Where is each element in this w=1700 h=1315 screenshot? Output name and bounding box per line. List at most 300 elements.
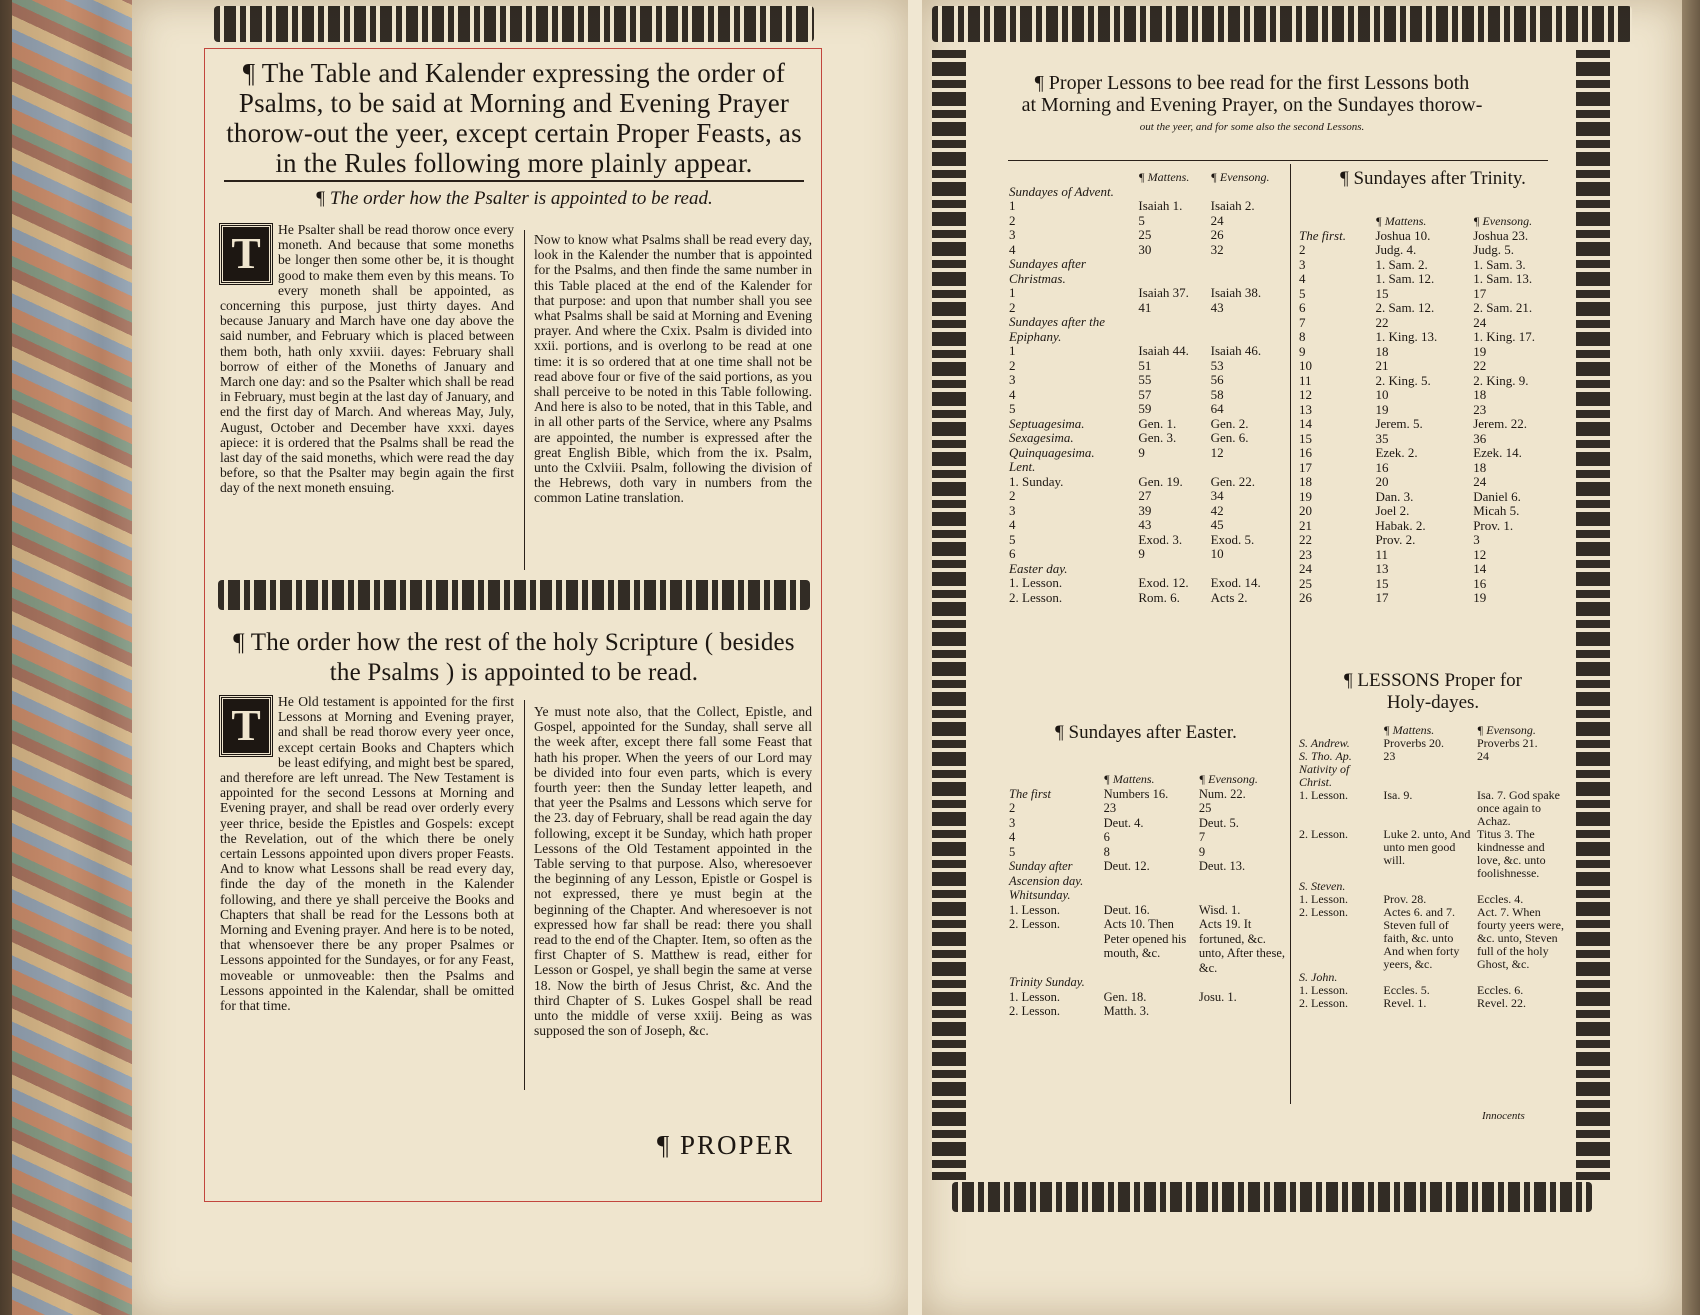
drop-cap: T (220, 224, 272, 284)
table-row (1006, 344, 1290, 359)
mattens-cell: Acts 10. Then Peter opened his mouth, &c. (1103, 917, 1187, 960)
row-label-cell: Whitsunday. (1009, 888, 1071, 902)
evensong-cell (1474, 763, 1568, 789)
table-row (1006, 533, 1290, 548)
row-label-cell: 14 (1299, 416, 1312, 431)
row-label-cell: 11 (1299, 372, 1312, 388)
row-label-cell: 20 (1299, 503, 1312, 518)
evensong-cell (1208, 185, 1290, 200)
evensong-cell: 7 (1198, 830, 1206, 844)
row-label-cell: S. Steven. (1299, 879, 1346, 893)
mattens-cell: 1. Sam. 2. (1375, 256, 1428, 272)
mattens-cell: Deut. 16. (1103, 902, 1150, 917)
mattens-cell: Exod. 3. (1138, 531, 1183, 547)
top-ornament-border (214, 6, 814, 42)
holydays-table (1296, 724, 1568, 1010)
table-row (1006, 787, 1290, 802)
table-row (1296, 490, 1568, 505)
psalter-text-1: He Psalter shall be read thorow once every moneth. And because that some moneths be longer then some other be, it is thought good to make them even by this means. To every moneth shall be appointed, as concerning this purpose, just thirty dayes. And because January and March have one day above the said number, and February which is placed between them both, hath only xxviii. dayes: February shall borrow of either of the Moneths of January and March one day: and so the Psalter which shall be read in February, must begin at the last day of January, and end the first day of March. And whereas May, July, August, October and December have xxxi. dayes apiece: it is ordered that the Psalms shall be read the last day of the said moneths, which were read the day before, so that the Psalter may begin again the first day of the next moneth ensuing. (220, 222, 514, 496)
mattens-cell: 23 (1103, 801, 1117, 815)
sundays-advent-table (1006, 170, 1290, 605)
mattens-cell: Eccles. 5. (1383, 983, 1430, 997)
section-heading-scripture: ¶ The order how the rest of the holy Scripture ( besides the Psalms ) is appointed to be read. (233, 629, 795, 686)
evensong-cell: 18 (1473, 387, 1487, 402)
mattens-cell: Gen. 19. (1138, 473, 1183, 489)
header-evensong: ¶ Evensong. (1210, 170, 1270, 184)
psalter-text-2: Now to know what Psalms shall be read every day, look in the Kalender the number that is appointed for the Psalms, and then finde the same number in this Table placed at the end of the Kalender for that purpose: and upon that number shall you see what Psalms shall be said at Morning and Evening prayer. And where the Cxix. Psalm is divided into xxii. portions, and is overlong to be read at one time: it is so ordered that at one time shall not be read above four or five of the said portions, as you shall perceive to be noted in this Table following. And here is also to be noted, that in this Table, and in all other parts of the Service, where any Psalms are appointed, the number is expressed after the great English Bible, which from the ix. Psalm, unto the Cxlviii. Psalm, following the division of the Hebrews, doth vary in numbers from the common Latine translation. (534, 232, 812, 506)
evensong-cell: 23 (1473, 401, 1487, 417)
right-ornament-border (1576, 50, 1610, 1180)
evensong-cell: Isa. 7. God spake once again to Achaz. (1476, 788, 1560, 828)
row-label-cell: 4 (1009, 830, 1016, 844)
table-row (1296, 519, 1568, 534)
mattens-cell: 5 (1138, 212, 1145, 228)
row-label-cell: 1. Sunday. (1009, 473, 1064, 489)
bottom-ornament-border (952, 1182, 1592, 1212)
row-label-cell: 1. Lesson. (1299, 892, 1348, 906)
row-label-cell: 2. Lesson. (1299, 827, 1348, 841)
table-row (1296, 388, 1568, 403)
table-row (1006, 830, 1290, 845)
sundays-easter-table (1006, 772, 1290, 1019)
row-label-cell: 19 (1299, 488, 1312, 504)
evensong-cell: 34 (1210, 488, 1224, 503)
mattens-cell: 22 (1375, 314, 1389, 330)
row-label-cell: 2. Lesson. (1009, 917, 1061, 931)
catchword: ¶ PROPER (657, 1130, 795, 1160)
mattens-cell: Gen. 1. (1138, 415, 1177, 431)
evensong-cell: 2. King. 9. (1473, 372, 1529, 388)
row-label-cell: 4 (1009, 517, 1016, 532)
row-label-cell: Septuagesima. (1009, 415, 1085, 431)
mattens-cell: 19 (1375, 401, 1389, 417)
table-row (1296, 417, 1568, 432)
table-row (1006, 243, 1290, 258)
table-row (1296, 446, 1568, 461)
mattens-cell (1135, 315, 1207, 344)
mattens-cell (1135, 257, 1207, 286)
scripture-column-1 (220, 694, 514, 1013)
table-row (1006, 1004, 1290, 1019)
table-row (1296, 374, 1568, 389)
mattens-cell: 9 (1138, 444, 1145, 460)
evensong-cell: Isaiah 38. (1210, 285, 1262, 300)
row-label-cell: 2 (1009, 357, 1016, 373)
right-page (922, 0, 1682, 1315)
mattens-cell: Revel. 1. (1383, 996, 1427, 1010)
table-row (1006, 990, 1290, 1005)
sundays-trinity-table (1296, 214, 1568, 606)
mattens-cell: 2. Sam. 12. (1375, 300, 1435, 315)
evensong-cell: 43 (1210, 299, 1224, 315)
row-label-cell: Lent. (1009, 459, 1036, 474)
mattens-cell: 20 (1375, 474, 1389, 489)
header-cell (1006, 170, 1135, 185)
drop-cap: T (220, 696, 272, 756)
evensong-cell: 2. Sam. 21. (1473, 300, 1533, 315)
mattens-cell: 27 (1138, 488, 1152, 503)
table-row (1006, 917, 1290, 975)
scripture-column-2 (534, 704, 812, 1038)
mattens-cell: Deut. 12. (1103, 859, 1150, 873)
evensong-cell: Deut. 13. (1198, 859, 1246, 873)
evensong-cell: Revel. 22. (1476, 996, 1526, 1010)
mattens-cell: 57 (1138, 386, 1152, 402)
table-row (1296, 577, 1568, 592)
row-label-cell: 23 (1299, 546, 1312, 562)
mattens-cell: 17 (1375, 590, 1389, 605)
evensong-cell: 32 (1210, 241, 1224, 257)
evensong-cell: 24 (1210, 212, 1224, 228)
title-line: ¶ Proper Lessons to bee read for the first Lessons both (1034, 72, 1470, 94)
mattens-cell: 43 (1138, 517, 1152, 532)
evensong-cell: Daniel 6. (1473, 488, 1521, 504)
mattens-cell: Jerem. 5. (1375, 416, 1423, 431)
row-label-cell: Nativity of Christ. (1299, 762, 1350, 789)
center-divider (1290, 164, 1291, 1104)
table-row (1006, 591, 1290, 606)
row-label-cell: 13 (1299, 401, 1312, 417)
row-label-cell: 25 (1299, 575, 1312, 591)
table-header-row (1006, 170, 1290, 185)
mattens-cell: 25 (1138, 227, 1152, 242)
mattens-cell: Dan. 3. (1375, 488, 1414, 504)
table-row (1006, 431, 1290, 446)
row-label-cell: The first. (1299, 227, 1346, 243)
table-row (1006, 888, 1290, 903)
row-label-cell: 4 (1299, 271, 1306, 286)
evensong-cell: Eccles. 6. (1476, 983, 1524, 997)
marbled-endpaper (12, 0, 132, 1315)
table-row (1006, 460, 1290, 475)
table-row (1006, 257, 1290, 286)
evensong-cell (1208, 315, 1290, 344)
title-line: at Morning and Evening Prayer, on the Sundayes thorow- (1021, 94, 1483, 116)
header-mattens: ¶ Mattens. (1138, 170, 1190, 184)
table-row (1296, 258, 1568, 273)
left-ornament-border (932, 50, 966, 1180)
mattens-cell (1135, 562, 1207, 577)
evensong-cell: 24 (1476, 749, 1489, 763)
table-row (1296, 828, 1568, 880)
table-row (1006, 446, 1290, 461)
header-mattens: ¶ Mattens. (1103, 772, 1155, 786)
row-label-cell: 5 (1009, 844, 1016, 859)
row-label-cell: 4 (1009, 241, 1016, 257)
mattens-cell: 30 (1138, 241, 1152, 257)
table-row (1006, 373, 1290, 388)
row-label-cell: Trinity Sunday. (1009, 975, 1085, 989)
row-label-cell: Sundayes after the Epiphany. (1009, 314, 1106, 344)
mattens-cell: Habak. 2. (1375, 517, 1426, 533)
mattens-cell: Proverbs 20. (1383, 736, 1445, 750)
table-row (1006, 315, 1290, 344)
mattens-cell: 10 (1375, 387, 1389, 402)
mattens-cell: 15 (1375, 285, 1389, 301)
row-label-cell: 2. Lesson. (1299, 996, 1348, 1010)
evensong-cell: Act. 7. When fourty yeers were, &c. unto, Steven full of the holy Ghost, &c. (1476, 905, 1564, 971)
row-label-cell: S. Tho. Ap. (1299, 749, 1352, 763)
mattens-cell: Judg. 4. (1375, 242, 1417, 257)
mattens-cell (1135, 185, 1207, 200)
table-row (1006, 185, 1290, 200)
evensong-cell: 16 (1473, 575, 1487, 591)
mattens-cell: Isa. 9. (1383, 788, 1413, 802)
evensong-cell: 64 (1210, 401, 1224, 416)
mattens-cell: 8 (1103, 844, 1110, 859)
title-rule (224, 180, 804, 182)
table-row (1006, 504, 1290, 519)
row-label-cell: 3 (1009, 815, 1016, 830)
mattens-cell: 18 (1375, 343, 1389, 359)
evensong-cell: 10 (1210, 546, 1224, 561)
mattens-cell: 55 (1138, 372, 1152, 387)
evensong-cell: 36 (1473, 430, 1487, 446)
mattens-cell: Isaiah 44. (1138, 343, 1189, 358)
row-label-cell: 1. Lesson. (1009, 989, 1061, 1004)
mattens-cell: 15 (1375, 575, 1389, 591)
evensong-cell: Judg. 5. (1473, 242, 1515, 257)
table-row (1296, 548, 1568, 563)
table-row (1006, 489, 1290, 504)
evensong-cell: 22 (1473, 358, 1487, 373)
evensong-cell: Joshua 23. (1473, 227, 1529, 243)
row-label-cell: S. John. (1299, 970, 1338, 984)
title-rule (1008, 160, 1548, 161)
table-row (1296, 272, 1568, 287)
table-header-row (1006, 772, 1290, 787)
mattens-cell: Joel 2. (1375, 503, 1410, 518)
psalter-column-2 (534, 232, 812, 506)
evensong-cell: 42 (1210, 502, 1224, 518)
row-label-cell: S. Andrew. (1299, 736, 1350, 750)
row-label-cell: 17 (1299, 459, 1312, 475)
column-divider (524, 700, 525, 1090)
mattens-cell (1101, 888, 1196, 903)
left-page (132, 0, 908, 1315)
row-label-cell: 16 (1299, 445, 1312, 460)
row-label-cell: 2. Lesson. (1009, 589, 1063, 605)
table-row (1296, 461, 1568, 476)
evensong-cell: Exod. 14. (1210, 575, 1261, 590)
row-label-cell: 2 (1009, 488, 1016, 503)
mattens-cell: Exod. 12. (1138, 575, 1189, 590)
evensong-cell: 53 (1210, 357, 1224, 373)
evensong-cell: 18 (1473, 459, 1487, 475)
table-row (1006, 199, 1290, 214)
row-label-cell: 8 (1299, 329, 1306, 344)
evensong-cell (1208, 257, 1290, 286)
catchword: Innocents (1482, 1110, 1525, 1122)
evensong-cell: 26 (1210, 227, 1224, 242)
row-label-cell: 1. Lesson. (1009, 575, 1063, 590)
page-title: ¶ The Table and Kalender expressing the order of Psalms, to be said at Morning and Evening Prayer thorow-out the yeer, except certain Proper Feasts, as in the Rules following more plainly appear. (226, 58, 802, 178)
evensong-cell: 3 (1473, 532, 1480, 547)
row-label-cell: 2 (1009, 212, 1016, 228)
mattens-cell: Matth. 3. (1103, 1004, 1150, 1018)
row-label-cell: Sexagesima. (1009, 430, 1074, 445)
mattens-cell: 1. King. 13. (1375, 329, 1438, 344)
table-row (1006, 859, 1290, 888)
row-label-cell: Sunday after Ascension day. (1009, 859, 1084, 888)
mattens-cell: 51 (1138, 357, 1152, 373)
row-label-cell: 3 (1009, 372, 1016, 387)
row-label-cell: Easter day. (1009, 560, 1068, 576)
table-row (1006, 547, 1290, 562)
table-row (1296, 432, 1568, 447)
table-row (1296, 316, 1568, 331)
evensong-cell: 19 (1473, 590, 1487, 605)
easter-heading: ¶ Sundayes after Easter. (1055, 722, 1237, 743)
evensong-cell: Proverbs 21. (1476, 736, 1538, 750)
psalter-column-1 (220, 222, 514, 496)
row-label-cell: 3 (1009, 502, 1016, 518)
table-row (1006, 402, 1290, 417)
mattens-cell (1380, 763, 1474, 789)
evensong-cell: 58 (1210, 386, 1224, 402)
evensong-cell: 14 (1473, 561, 1487, 576)
table-row (1006, 975, 1290, 990)
row-label-cell: 24 (1299, 561, 1312, 576)
row-label-cell: 2 (1009, 801, 1016, 815)
row-label-cell: 2. Lesson. (1009, 1004, 1061, 1018)
header-mattens: ¶ Mattens. (1383, 723, 1435, 737)
row-label-cell: 12 (1299, 387, 1312, 402)
mattens-cell: 21 (1375, 358, 1389, 373)
row-label-cell: Sundayes of Advent. (1009, 183, 1114, 199)
table-row (1006, 301, 1290, 316)
mattens-cell: Ezek. 2. (1375, 445, 1418, 460)
mattens-cell: Rom. 6. (1138, 589, 1180, 605)
table-row (1296, 345, 1568, 360)
row-label-cell: 5 (1009, 401, 1016, 416)
evensong-cell: 12 (1473, 546, 1487, 562)
evensong-cell (1196, 975, 1290, 990)
mattens-cell: 11 (1375, 546, 1388, 562)
mattens-cell: 39 (1138, 502, 1152, 518)
row-label-cell: Sundayes after Christmas. (1009, 256, 1086, 286)
table-row (1006, 286, 1290, 301)
row-label-cell: 1. Lesson. (1009, 902, 1061, 917)
table-row (1006, 475, 1290, 490)
header-evensong: ¶ Evensong. (1476, 723, 1536, 737)
evensong-cell: Gen. 22. (1210, 473, 1256, 489)
row-label-cell: 4 (1009, 386, 1016, 402)
table-row (1296, 789, 1568, 828)
table-row (1006, 576, 1290, 591)
evensong-cell: Eccles. 4. (1476, 892, 1524, 906)
row-label-cell: 10 (1299, 358, 1312, 373)
evensong-cell: Deut. 5. (1198, 815, 1239, 830)
mattens-cell (1135, 460, 1207, 475)
row-label-cell: 1 (1009, 285, 1016, 300)
evensong-cell: Isaiah 2. (1210, 198, 1255, 213)
evensong-cell: Acts 2. (1210, 589, 1248, 605)
evensong-cell: Titus 3. The kindnesse and love, &c. unto foolishnesse. (1476, 827, 1546, 880)
row-label-cell: 22 (1299, 532, 1312, 547)
row-label-cell: 2 (1299, 242, 1306, 257)
mattens-cell: Deut. 4. (1103, 815, 1144, 830)
mattens-cell: 23 (1383, 749, 1396, 763)
row-label-cell: 6 (1009, 546, 1016, 561)
evensong-cell: Exod. 5. (1210, 531, 1255, 547)
mattens-cell: 1. Sam. 12. (1375, 271, 1435, 286)
table-row (1296, 763, 1568, 789)
row-label-cell: 3 (1009, 227, 1016, 242)
table-row (1006, 214, 1290, 229)
evensong-cell: 24 (1473, 474, 1487, 489)
mattens-cell: Numbers 16. (1103, 786, 1169, 801)
table-row (1296, 504, 1568, 519)
table-row (1006, 845, 1290, 860)
evensong-cell: Gen. 6. (1210, 430, 1249, 445)
header-evensong: ¶ Evensong. (1198, 772, 1258, 786)
mattens-cell: 6 (1103, 830, 1110, 844)
page-title (1002, 72, 1502, 138)
evensong-cell: Prov. 1. (1473, 517, 1514, 533)
mattens-cell: Isaiah 37. (1138, 285, 1189, 300)
table-row (1296, 906, 1568, 971)
evensong-cell: 56 (1210, 372, 1224, 387)
evensong-cell: 17 (1473, 285, 1487, 301)
holydays-heading-line: ¶ LESSONS Proper for (1343, 670, 1523, 691)
row-label-cell: 2 (1009, 299, 1016, 315)
row-label-cell: 21 (1299, 517, 1312, 533)
table-row (1296, 243, 1568, 258)
holydays-heading-line: Holy-dayes. (1386, 692, 1480, 713)
column-divider (524, 230, 525, 570)
table-row (1296, 403, 1568, 418)
evensong-cell: 19 (1473, 343, 1487, 359)
header-evensong: ¶ Evensong. (1473, 214, 1533, 228)
row-label-cell: 1. Lesson. (1299, 983, 1348, 997)
mattens-cell: Gen. 18. (1103, 989, 1147, 1004)
table-header-row (1296, 214, 1568, 229)
evensong-cell: Josu. 1. (1198, 989, 1237, 1004)
scripture-text-1: He Old testament is appointed for the first Lessons at Morning and Evening prayer, and shall be read thorow every yeer once, except certain Books and Chapters which be least edifying, and might best be spared, and therefore are left unread. The New Testament is appointed for the second Lessons at Morning and Evening prayer, and shall be read over orderly every yeer thrice, beside the Epistles and Gospels: except the Revelation, out of the which there be onely certain Lessons appointed upon divers proper Feasts. And to know what Lessons shall be read every day, finde the day of the moneth in the Kalender following, and there ye shall perceive the Books and Chapters that shall be read for the Lessons both at Morning and Evening prayer. And here is to be noted, that whensoever there be any proper Psalmes or Lessons appointed for the Sundayes, or for any Feast, moveable or unmoveable: then the Psalms and Lessons appointed in the Kalendar, shall be omitted for that time. (220, 694, 514, 1014)
evensong-cell (1208, 562, 1290, 577)
evensong-cell: Wisd. 1. (1198, 902, 1241, 917)
mattens-cell: 2. King. 5. (1375, 372, 1431, 388)
evensong-cell: 1. Sam. 3. (1473, 256, 1526, 272)
table-row (1006, 518, 1290, 533)
mattens-cell: 13 (1375, 561, 1389, 576)
mattens-cell (1101, 975, 1196, 990)
trinity-heading: ¶ Sundayes after Trinity. (1340, 168, 1526, 189)
table-row (1296, 287, 1568, 302)
middle-ornament-band (218, 580, 810, 610)
evensong-cell: 25 (1198, 801, 1212, 815)
mattens-cell: Isaiah 1. (1138, 198, 1183, 213)
mattens-cell: Gen. 3. (1138, 430, 1177, 445)
table-row (1296, 562, 1568, 577)
table-row (1296, 301, 1568, 316)
evensong-cell (1208, 460, 1290, 475)
table-row (1006, 417, 1290, 432)
row-label-cell: The first (1009, 786, 1052, 801)
evensong-cell: Micah 5. (1473, 503, 1520, 518)
table-row (1006, 801, 1290, 816)
table-row (1006, 562, 1290, 577)
table-row (1006, 228, 1290, 243)
mattens-cell: Actes 6. and 7. Steven full of faith, &c. unto And when forty yeers, &c. (1383, 905, 1460, 971)
row-label-cell: 18 (1299, 474, 1312, 489)
row-label-cell: 1 (1009, 198, 1016, 213)
row-label-cell: 5 (1299, 285, 1306, 301)
top-ornament-border (932, 6, 1632, 42)
row-label-cell: 3 (1299, 256, 1306, 272)
evensong-cell: 1. Sam. 13. (1473, 271, 1533, 286)
